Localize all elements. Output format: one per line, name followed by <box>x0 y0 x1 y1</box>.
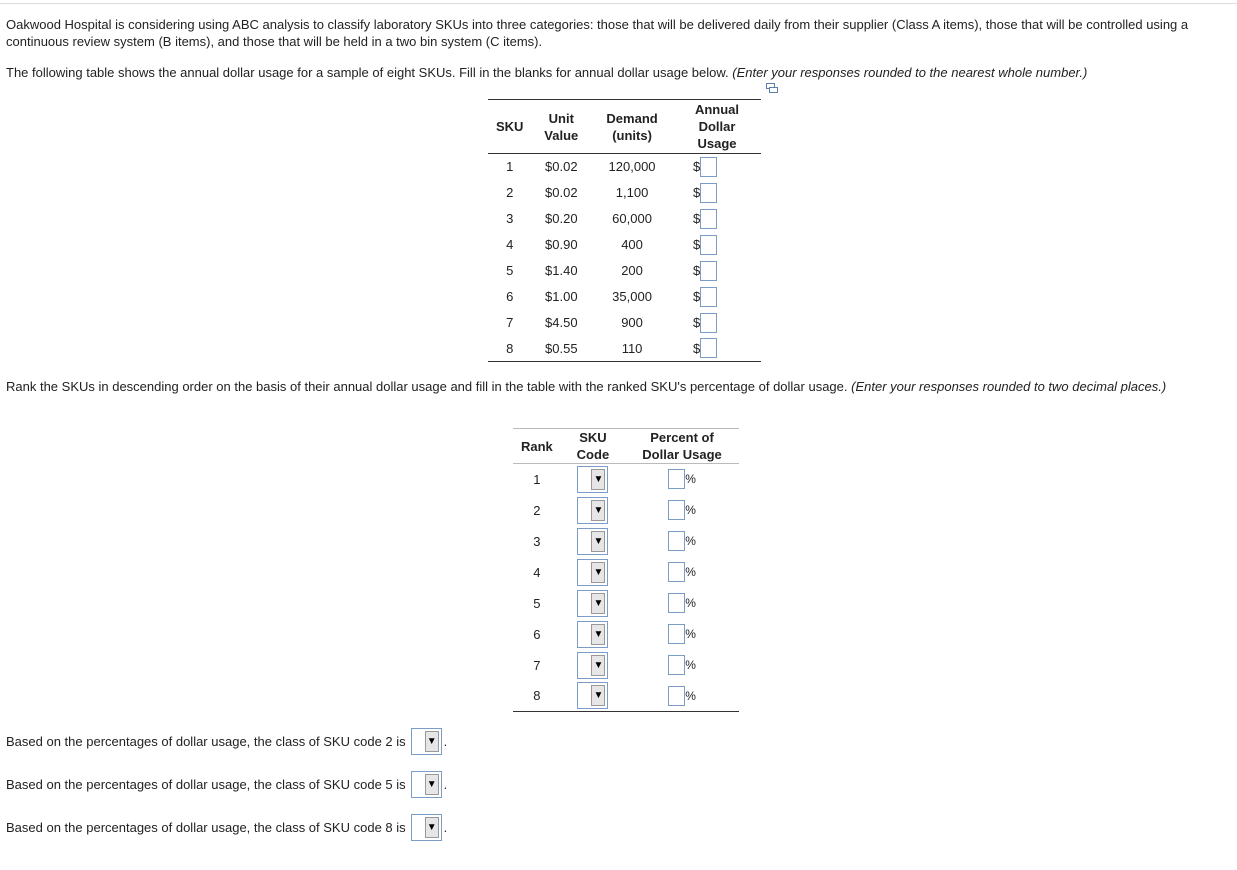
table-row <box>488 336 761 362</box>
triangle-down-icon: ▼ <box>591 593 605 614</box>
unit-value-cell: $0.20 <box>545 211 578 226</box>
table-row <box>488 206 761 232</box>
usage-cell <box>673 336 761 362</box>
percent-input[interactable] <box>668 531 685 551</box>
triangle-down-icon: ▼ <box>591 469 605 490</box>
instruction-1-note: (Enter your responses rounded to the nearest whole number.) <box>732 65 1088 80</box>
question-text: Based on the percentages of dollar usage, the class of SKU code 2 is <box>6 734 406 749</box>
table-row <box>513 464 739 495</box>
percent-cell <box>625 681 739 712</box>
sku-code-select[interactable] <box>577 497 608 524</box>
rank-cell: 5 <box>533 595 541 611</box>
table-row <box>488 258 761 284</box>
annual-usage-table <box>488 99 761 362</box>
instruction-1-text: The following table shows the annual dollar usage for a sample of eight SKUs. Fill in the blanks for annual dollar usage below. <box>6 65 729 80</box>
triangle-down-icon: ▼ <box>591 655 605 676</box>
percent-sign: % <box>685 472 696 487</box>
table-row <box>513 681 739 712</box>
question-end: . <box>443 820 448 835</box>
triangle-down-icon: ▼ <box>425 817 439 838</box>
instruction-2-note: (Enter your responses rounded to two decimal places.) <box>851 379 1167 394</box>
intro-text: Oakwood Hospital is considering using ABC analysis to classify laboratory SKUs into three categories: those that will be delivered daily from their supplier (Class A items), those that will be controlled using a continuous review system (B items), and those that will be held in a two bin system (C items). <box>6 17 1189 49</box>
triangle-down-icon: ▼ <box>591 685 605 706</box>
percent-input[interactable] <box>668 686 685 706</box>
usage-input[interactable] <box>700 235 717 255</box>
percent-sign: % <box>685 596 696 610</box>
dollar-sign: $ <box>692 211 701 226</box>
triangle-down-icon: ▼ <box>591 562 605 583</box>
sku-code-select[interactable] <box>577 682 608 709</box>
usage-input[interactable] <box>700 338 717 358</box>
dollar-sign: $ <box>692 237 701 252</box>
header-percent: Percent of Dollar Usage <box>625 429 739 464</box>
sku-cell: 5 <box>506 263 514 278</box>
sku-code-cell <box>561 650 625 681</box>
table-header-row <box>488 100 761 154</box>
usage-cell <box>673 258 761 284</box>
table-row <box>513 526 739 557</box>
percent-cell <box>625 526 739 557</box>
class-question-sku-5 <box>6 771 447 798</box>
sku-cell: 1 <box>506 159 514 175</box>
percent-input[interactable] <box>668 655 685 675</box>
sku-cell: 6 <box>506 289 514 304</box>
header-sku: SKU <box>488 100 531 154</box>
rank-rows <box>513 464 739 712</box>
sku-code-cell <box>561 526 625 557</box>
percent-sign: % <box>685 688 696 703</box>
triangle-down-icon: ▼ <box>425 774 439 795</box>
sku-code-select[interactable] <box>577 652 608 679</box>
rank-cell: 3 <box>533 533 541 549</box>
demand-cell: 60,000 <box>612 211 652 226</box>
header-demand: Demand (units) <box>591 100 673 154</box>
instruction-2-text: Rank the SKUs in descending order on the basis of their annual dollar usage and fill in the table with the ranked SKU's percentage of dollar usage. <box>6 379 848 394</box>
usage-cell <box>673 206 761 232</box>
percent-sign: % <box>685 503 696 517</box>
unit-value-cell: $0.02 <box>545 159 578 175</box>
table-row <box>488 310 761 336</box>
instruction-1 <box>6 64 1231 81</box>
sku-cell: 2 <box>506 185 514 200</box>
dollar-sign: $ <box>692 263 701 278</box>
top-divider <box>0 3 1237 4</box>
rank-cell: 7 <box>533 657 541 673</box>
table-row <box>488 284 761 310</box>
table-header-row <box>513 429 739 464</box>
percent-cell <box>625 650 739 681</box>
percent-input[interactable] <box>668 500 685 520</box>
usage-input[interactable] <box>700 183 717 203</box>
sku-cell: 8 <box>488 336 531 362</box>
usage-cell <box>673 284 761 310</box>
percent-input[interactable] <box>668 562 685 582</box>
dollar-sign: $ <box>692 185 701 200</box>
rank-table <box>513 428 739 712</box>
percent-sign: % <box>685 627 696 641</box>
dollar-sign: $ <box>692 340 701 356</box>
usage-input[interactable] <box>700 287 717 307</box>
triangle-down-icon: ▼ <box>425 731 439 752</box>
header-rank: Rank <box>513 429 561 464</box>
sku-code-cell <box>561 588 625 619</box>
rank-cell: 6 <box>533 626 541 642</box>
table-row <box>513 495 739 526</box>
triangle-down-icon: ▼ <box>591 531 605 552</box>
sku-code-select[interactable] <box>577 528 608 555</box>
percent-input[interactable] <box>668 624 685 644</box>
sku-cell: 7 <box>506 315 514 330</box>
triangle-down-icon: ▼ <box>591 500 605 521</box>
sku-code-cell <box>561 464 625 495</box>
sku-code-select[interactable] <box>577 559 608 586</box>
class-select-sku-5[interactable] <box>411 771 442 798</box>
question-end: . <box>443 734 448 749</box>
table-row <box>513 557 739 588</box>
table-row <box>488 232 761 258</box>
copy-icon[interactable] <box>766 83 778 93</box>
sku-code-cell <box>561 557 625 588</box>
dollar-sign: $ <box>692 159 701 175</box>
unit-value-cell: $4.50 <box>545 315 578 330</box>
rank-cell: 4 <box>533 564 541 580</box>
sku-code-cell <box>561 681 625 712</box>
percent-sign: % <box>685 658 696 672</box>
triangle-down-icon: ▼ <box>591 624 605 645</box>
rank-cell: 8 <box>513 681 561 712</box>
percent-cell <box>625 495 739 526</box>
sku-code-select[interactable] <box>577 466 608 493</box>
table-row <box>488 180 761 206</box>
percent-input[interactable] <box>668 593 685 613</box>
header-unit-value: Unit Value <box>531 100 591 154</box>
unit-value-cell: $1.40 <box>545 263 578 278</box>
percent-input[interactable] <box>668 469 685 489</box>
percent-sign: % <box>685 534 696 548</box>
percent-sign: % <box>685 565 696 579</box>
usage-input[interactable] <box>700 209 717 229</box>
percent-cell <box>625 588 739 619</box>
demand-cell: 110 <box>591 336 673 362</box>
sku-code-select[interactable] <box>577 621 608 648</box>
usage-cell <box>673 180 761 206</box>
header-annual-usage: Annual Dollar Usage <box>673 100 761 154</box>
rank-cell: 1 <box>533 471 541 487</box>
percent-cell <box>625 464 739 495</box>
dollar-sign: $ <box>692 289 701 304</box>
unit-value-cell: $1.00 <box>545 289 578 304</box>
usage-cell <box>673 232 761 258</box>
unit-value-cell: $0.55 <box>531 336 591 362</box>
usage-input[interactable] <box>700 313 717 333</box>
annual-usage-rows <box>488 154 761 362</box>
sku-cell: 3 <box>506 211 514 226</box>
sku-code-cell <box>561 619 625 650</box>
unit-value-cell: $0.90 <box>545 237 578 252</box>
class-select-sku-8[interactable] <box>411 814 442 841</box>
demand-cell: 35,000 <box>612 289 652 304</box>
sku-code-cell <box>561 495 625 526</box>
table-row <box>513 619 739 650</box>
class-select-sku-2[interactable] <box>411 728 442 755</box>
demand-cell: 1,100 <box>615 185 649 200</box>
sku-cell: 4 <box>506 237 514 252</box>
class-question-sku-8 <box>6 814 447 841</box>
demand-cell: 900 <box>621 315 643 330</box>
table-row <box>513 588 739 619</box>
demand-cell: 120,000 <box>608 159 656 175</box>
header-sku-code: SKU Code <box>561 429 625 464</box>
table-row <box>488 154 761 180</box>
question-text: Based on the percentages of dollar usage, the class of SKU code 5 is <box>6 777 406 792</box>
instruction-2 <box>6 378 1234 395</box>
class-question-sku-2 <box>6 728 447 755</box>
unit-value-cell: $0.02 <box>545 185 578 200</box>
question-end: . <box>443 777 448 792</box>
usage-cell <box>673 310 761 336</box>
demand-cell: 400 <box>621 237 643 252</box>
percent-cell <box>625 619 739 650</box>
percent-cell <box>625 557 739 588</box>
table-row <box>513 650 739 681</box>
usage-cell <box>673 154 761 180</box>
sku-code-select[interactable] <box>577 590 608 617</box>
question-text: Based on the percentages of dollar usage, the class of SKU code 8 is <box>6 820 406 835</box>
demand-cell: 200 <box>621 263 643 278</box>
usage-input[interactable] <box>700 261 717 281</box>
rank-cell: 2 <box>533 502 541 518</box>
usage-input[interactable] <box>700 157 717 177</box>
dollar-sign: $ <box>692 315 701 330</box>
